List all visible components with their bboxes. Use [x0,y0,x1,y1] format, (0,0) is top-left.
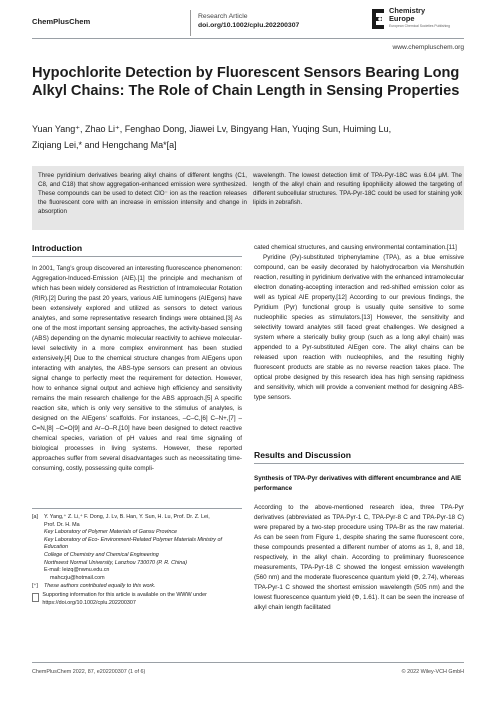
authors-line-1: Yuan Yang⁺, Zhao Li⁺, Fenghao Dong, Jiawei Lv, Bingyang Han, Yuqing Sun, Huiming Lu, [32,124,392,134]
footnote-aff-4: Northwest Normal University, Lanzhou 730070 (P. R. China) [44,559,188,566]
logo-line-2: Europe [389,14,415,23]
footnote-aff-3: College of Chemistry and Chemical Engineering [44,551,159,558]
article-title: Hypochlorite Detection by Fluorescent Sensors Bearing Long Alkyl Chains: The Role of Chain Length in Sensing Properties [32,65,460,99]
header-divider [190,10,191,36]
footnote-plus-tag: [⁺] [32,583,38,590]
journal-website[interactable]: www.chempluschem.org [392,44,464,51]
footnote-rule [32,508,242,509]
article-type: Research Article [198,13,248,20]
supporting-info-footnote [32,592,242,607]
results-rule [254,463,464,464]
intro-p2-text: cated chemical structures, and causing environmental contamination.[11] [254,244,457,251]
footer-copyright: © 2022 Wiley-VCH GmbH [401,669,464,675]
footnote-email-2[interactable]: mahczju@hotmail.com [50,574,105,581]
intro-p3-text: Pyridine (Py)-substituted triphenylamine (TPA), as a blue emissive compound, can be easily decorated by halohydrocarbon via Menshutkin reaction, resulting in pyridinium derivative with the enhanced intramolecular electron donating-accepting interaction and red-shifted emission color as well as typical AIE property.[12] According to our previous findings, the Pyridium (Pyr) functional group is usually quite sensitive to some nucleophilic species as stimulators.[13] However, the sensitivity and selectivity toward analytes still faced great challenges. We designed a system where a sterically bulky group (such as a long alkyl chain) was appended to a Pyr-substituted AIEgen core. The alkyl chains can be released upon reaction with nucleophiles, and the resulting highly fluorescent products are stable as no reverse reaction takes place. The optical probe designed by this research idea has high sensing rapidness and sensitivity, which will provide a convenient method for designing ABS-type sensors. [254,254,464,401]
supporting-info-text[interactable]: Supporting information for this article is available on the WWW under https://doi.org/10.1002/cplu.202200307 [42,591,207,606]
authors-line-2: Ziqiang Lei,* and Hengchang Ma*[a] [32,139,177,150]
logo-wordmark [389,7,425,23]
footnote-aff-2b: Education [44,544,68,551]
doi-link[interactable]: doi.org/10.1002/cplu.202200307 [198,22,300,29]
abstract-column-1: Three pyridinium derivatives bearing alkyl chains of different lengths (C1, C8, and C18) that show aggregation-enhanced emission were synthesized. These compounds can be used to detect ClO⁻ ion as the reaction releases the fluorescent core with an increase in emission intensity and change in absorption [38,172,247,216]
footnote-plus-text: These authors contributed equally to this work. [44,583,156,590]
intro-heading: Introduction [32,243,83,253]
footnote-aff-1: Key Laboratory of Polymer Materials of Gansu Province [44,529,178,536]
page-header [32,0,464,38]
results-heading: Results and Discussion [254,450,351,460]
footnote-a-names: Y. Yang,⁺ Z. Li,⁺ F. Dong, J. Lv, B. Han, Y. Sun, H. Lu, Prof. Dr. Z. Lei, [44,514,210,520]
author-list [32,122,464,153]
results-paragraph-1: According to the above-mentioned research idea, three TPA-Pyr derivatives (abbreviated as TPA-Pyr-1 C, TPA-Pyr-8 C and TPA-Pyr-18 C) were prepared by a two-step procedure using TPA-Br as the raw material. As can be seen from Figure 1, despite sharing the same fluorescent core, these compounds presented a different number of atoms as 1, 8, and 18, respectively, in the alkyl chain. According to preliminary fluorescence measurements, TPA-Pyr-18 C showed the longest emission wavelength (560 nm) and the moderate fluorescence quantum yield (Φ, 2.74), whereas TPA-Pyr-1 C showed the shortest emission wavelength (505 nm) and the lowest fluorescence quantum yield (Φ, 1.61). It can be seen the increase of alkyl chain length facilitated [254,504,464,611]
footnotes [32,514,242,607]
footnote-aff-2: Key Laboratory of Eco- Environment-Related Polymer Materials Ministry of [44,536,222,543]
abstract-column-2: wavelength. The lowest detection limit of TPA-Pyr-18C was 6.04 μM. The length of the alkyl chain and resulting lipophilicity allowed the targeting of different subcellular structures. TPA-Pyr-18C could be used for staining yolk lipids in zebrafish. [253,172,462,207]
journal-name: ChemPlusChem [32,17,91,26]
results-subheading: Synthesis of TPA-Pyr derivatives with different encumbrance and AIE performance [254,475,462,492]
intro-paragraph-2 [254,243,464,403]
chemistry-europe-logo-icon [370,7,386,31]
footer-citation: ChemPlusChem 2022, 87, e202200307 (1 of 6) [32,669,146,675]
intro-rule [32,256,242,257]
abstract-box [32,166,464,230]
footnote-a-names-2: Prof. Dr. H. Ma [44,521,80,528]
chemistry-europe-logo [370,6,462,36]
footer-rule [32,662,464,663]
intro-paragraph-1: In 2001, Tang’s group discovered an interesting fluorescence phenomenon: Aggregation-Induced-Emission (AIE).[1] the principle and mechanism of which has been widely considered as Restriction of Intramolecular Rotation (RIR).[2] During the past 20 years, various AIE luminogens (AIEgens) have been extensively explored and utilized as sensors to detect various analytes, and some representative research findings were obtained.[3] As one of the most important sensing approaches, the activity-based sensing (ABS) depending on the dynamic molecular reactivity to achieve molecular-level selectivity in a more complex environment has been studied extensively.[4] Due to the chemical structure changes from AIEgens upon interacting with analytes, the ABS-type sensors can present an obvious signal change to perfectly meet the requirement for detection. However, how to enhance signal output and achieve high efficiency and sensitivity remains the main research challenge for the ABS approach.[5] A specific reaction site, which is only very sensitive to the stimulus of analytes, is designed on the AIEgens’ scaffolds. For instances, –C–C,[6] C–N+,[7] –C=N,[8] –C=O[9] and Ar–O–R,[10] have been designed to detect reactive chemical species, variation of pH values and real time signaling of biological processes in living systems. However, these reported approaches suffer from several disadvantages such as necessitating time-consuming, costly, possessing quite compli- [32,265,242,472]
logo-subtitle: European Chemical Societies Publishing [389,24,451,28]
footnote-email[interactable]: E-mail: leizq@nwnu.edu.cn [44,567,110,574]
affiliation-footnote [32,514,242,522]
footnote-a-tag: [a] [32,514,38,520]
supporting-info-icon [32,593,39,602]
logo-line-1: Chemistry [389,6,426,15]
header-rule [32,38,464,39]
equal-contribution-footnote [32,583,242,591]
